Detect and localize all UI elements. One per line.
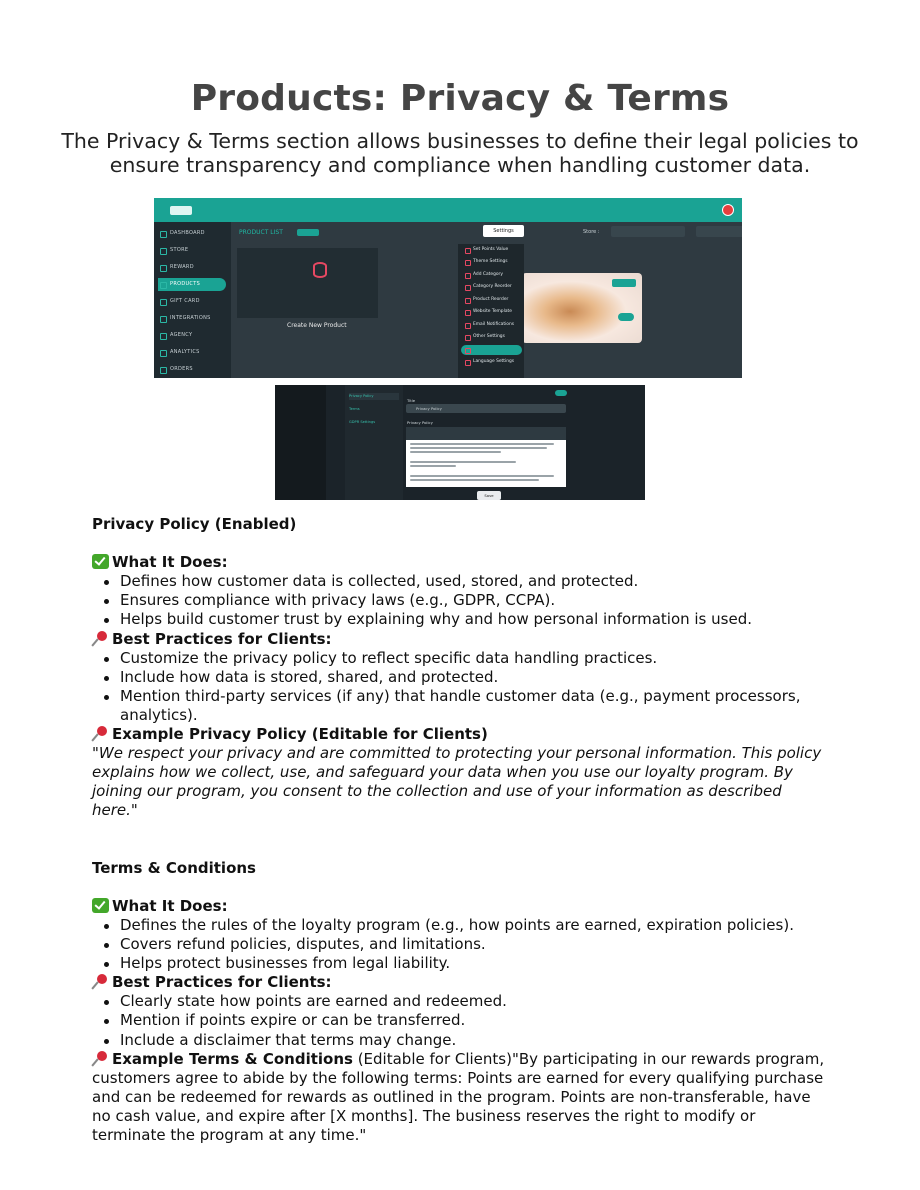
editor-toolbar [406, 427, 566, 440]
privacy-editor-screenshot [275, 385, 645, 500]
sidebar [154, 222, 231, 378]
terms-what-heading: What It Does: [92, 897, 832, 916]
product-image [522, 273, 642, 343]
pushpin-icon [92, 631, 109, 646]
sidebar-item-gift-card: GIFT CARD [158, 295, 226, 308]
sidebar-item-dashboard: DASHBOARD [158, 227, 226, 240]
pushpin-icon [92, 726, 109, 741]
menu-item-add-category: Add Category [461, 270, 522, 280]
terms-best-heading: Best Practices for Clients: [92, 973, 832, 992]
policy-label: Privacy Policy [407, 420, 433, 425]
privacy-example-text: "We respect your privacy and are committed to protecting your personal information. This policy explains how we collect, use, and safeguard your data when you use our loyalty program. By joining our program, you consent to the collection and use of your information as described here." [92, 744, 822, 820]
privacy-best-list [92, 649, 832, 725]
list-item: Include a disclaimer that terms may change. [92, 1031, 832, 1050]
save-button: Save [477, 491, 501, 500]
sidebar-item-orders: ORDERS [158, 363, 226, 376]
col-item-gdpr: GDPR Settings [349, 420, 376, 424]
create-product-label: Create New Product [287, 322, 347, 329]
sidebar-item-analytics: ANALYTICS [158, 346, 226, 359]
list-item: Mention third-party services (if any) that handle customer data (e.g., payment processors, analytics). [92, 687, 832, 725]
product-list-title: PRODUCT LIST [239, 229, 283, 236]
intro-paragraph: The Privacy & Terms section allows businesses to define their legal policies to ensure transparency and compliance when handling customer data. [61, 129, 859, 177]
check-icon [92, 898, 109, 913]
privacy-what-heading: What It Does: [92, 553, 832, 572]
product-toggle [618, 313, 634, 321]
products-list-screenshot [154, 198, 742, 378]
privacy-best-heading: Best Practices for Clients: [92, 630, 832, 649]
list-item: Ensures compliance with privacy laws (e.g., GDPR, CCPA). [92, 591, 832, 610]
privacy-heading: Privacy Policy (Enabled) [92, 515, 297, 533]
menu-item-language: Language Settings [461, 357, 522, 367]
menu-item-product-reorder: Product Reorder [461, 295, 522, 305]
top-bar [154, 198, 742, 222]
product-count-badge [297, 229, 319, 236]
product-search-input [696, 226, 742, 237]
sidebar-item-reward: REWARD [158, 261, 226, 274]
store-label: Store : [583, 229, 600, 235]
list-item: Defines how customer data is collected, used, stored, and protected. [92, 572, 832, 591]
menu-item-highlighted [461, 345, 522, 355]
terms-what-list [92, 916, 832, 973]
database-icon [313, 262, 327, 278]
sidebar-item-agency: AGENCY [158, 329, 226, 342]
menu-item-category-reorder: Category Reorder [461, 282, 522, 292]
privacy-example-heading: Example Privacy Policy (Editable for Clients) [92, 725, 832, 744]
dim-sidebar [275, 385, 326, 500]
product-badge [612, 279, 636, 287]
menu-item-set-points: Set Points Value [461, 245, 522, 255]
menu-item-website-template: Website Template [461, 307, 522, 317]
list-item: Covers refund policies, disputes, and limitations. [92, 935, 832, 954]
col-item-terms: Terms [349, 407, 360, 411]
enable-toggle [555, 390, 567, 396]
policy-editor [406, 440, 566, 487]
privacy-what-list [92, 572, 832, 629]
editor-panel [403, 385, 645, 500]
store-select [611, 226, 685, 237]
terms-best-list [92, 992, 832, 1049]
list-item: Defines the rules of the loyalty program (e.g., how points are earned, expiration policies). [92, 916, 832, 935]
check-icon [92, 554, 109, 569]
title-input: Privacy Policy [406, 404, 566, 413]
create-product-card [237, 248, 378, 329]
menu-item-theme: Theme Settings [461, 257, 522, 267]
settings-menu [458, 244, 524, 378]
avatar [722, 204, 734, 216]
settings-dropdown: Settings [483, 225, 524, 237]
terms-example-text: "By participating in our rewards program, customers agree to abide by the following terms: Points are earned for every qualifying purchase and can be redeemed for rewards as outlined in the program. Points are non-transferable, have no cash value, and expire after [X months]. The business reserves the right to modify or terminate the program at any time." [92, 1049, 825, 1144]
list-item: Helps build customer trust by explaining why and how personal information is used. [92, 610, 832, 629]
list-item: Mention if points expire or can be transferred. [92, 1011, 832, 1030]
page-title: Products: Privacy & Terms [190, 78, 730, 119]
pushpin-icon [92, 974, 109, 989]
col-item-privacy: Privacy Policy [349, 393, 399, 400]
menu-item-other-settings: Other Settings [461, 332, 522, 342]
pushpin-icon [92, 1051, 109, 1066]
terms-example-title: Example Terms & Conditions [112, 1049, 353, 1068]
sidebar-item-store: STORE [158, 244, 226, 257]
terms-example-paragraph [92, 1050, 832, 1145]
terms-heading: Terms & Conditions [92, 858, 256, 877]
list-item: Helps protect businesses from legal liability. [92, 954, 832, 973]
sidebar-item-products: PRODUCTS [158, 278, 226, 291]
terms-example-suffix: (Editable for Clients) [352, 1049, 512, 1068]
menu-item-email-notifications: Email Notifications [461, 320, 522, 330]
sidebar-item-integrations: INTEGRATIONS [158, 312, 226, 325]
policy-column [345, 385, 403, 500]
title-label: Title [407, 398, 416, 403]
main-area [231, 222, 742, 378]
document-body [92, 515, 832, 1145]
list-item: Clearly state how points are earned and redeemed. [92, 992, 832, 1011]
logo [170, 206, 192, 215]
list-item: Customize the privacy policy to reflect specific data handling practices. [92, 649, 832, 668]
list-item: Include how data is stored, shared, and protected. [92, 668, 832, 687]
